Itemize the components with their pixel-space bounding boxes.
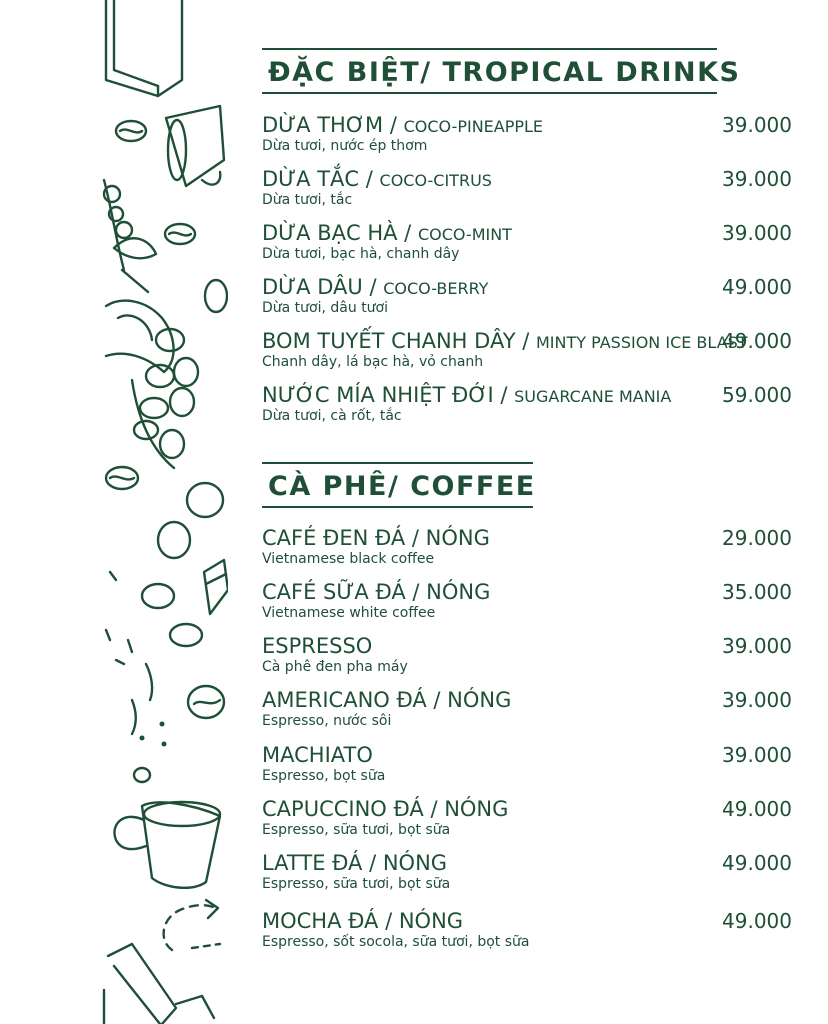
item-name-vietnamese: MOCHA ĐÁ / NÓNG [262, 909, 464, 933]
item-description: Vietnamese white coffee [262, 605, 436, 621]
item-name [262, 851, 447, 875]
item-name: DỪA DÂU / COCO-BERRY [262, 275, 489, 299]
item-price: 59.000 [722, 383, 792, 407]
item-price: 49.000 [722, 329, 792, 353]
item-name-vietnamese: CAPUCCINO ĐÁ / NÓNG [262, 797, 509, 821]
mug-icon [114, 802, 220, 888]
coffee-cup-icon [166, 106, 224, 186]
item-name-english: MINTY PASSION ICE BLAST [535, 333, 748, 352]
item-name: BOM TUYẾT CHANH DÂY / MINTY PASSION ICE BLAST [262, 329, 748, 353]
item-description: Dừa tươi, bạc hà, chanh dây [262, 246, 460, 262]
item-price: 39.000 [722, 634, 792, 658]
item-name-vietnamese: NƯỚC MÍA NHIỆT ĐỚI [262, 383, 494, 407]
item-description: Dừa tươi, dâu tươi [262, 300, 389, 316]
menu-item [262, 909, 792, 955]
menu-item [262, 634, 792, 680]
item-price: 39.000 [722, 688, 792, 712]
item-name: DỪA BẠC HÀ / COCO-MINT [262, 221, 512, 245]
item-description: Dừa tươi, cà rốt, tắc [262, 408, 402, 424]
menu-item [262, 383, 792, 429]
item-price: 49.000 [722, 275, 792, 299]
grinder-icon [104, 944, 214, 1024]
item-name-vietnamese: CAFÉ SỮA ĐÁ / NÓNG [262, 580, 491, 604]
leaf-icon [104, 180, 156, 292]
item-name-english: COCO-MINT [417, 225, 512, 244]
section-title-coffee: CÀ PHÊ/ COFFEE [262, 462, 533, 508]
item-name-vietnamese: MACHIATO [262, 743, 373, 767]
item-description: Espresso, sốt socola, sữa tươi, bọt sữa [262, 934, 530, 950]
item-description: Chanh dây, lá bạc hà, vỏ chanh [262, 354, 484, 370]
menu-item [262, 329, 792, 375]
item-description: Espresso, sữa tươi, bọt sữa [262, 876, 451, 892]
coffee-bean-icon [106, 572, 167, 747]
item-name [262, 909, 463, 933]
coffee-bag-icon [204, 560, 228, 614]
item-price: 39.000 [722, 221, 792, 245]
left-margin [0, 0, 102, 1024]
menu-item [262, 580, 792, 626]
item-name [262, 688, 511, 712]
item-price: 35.000 [722, 580, 792, 604]
item-description: Espresso, bọt sữa [262, 768, 386, 784]
item-description: Dừa tươi, tắc [262, 192, 353, 208]
item-price: 39.000 [722, 743, 792, 767]
item-name: DỪA THƠM / COCO-PINEAPPLE [262, 113, 544, 137]
item-price: 39.000 [722, 113, 792, 137]
item-name-vietnamese: DỪA DÂU [262, 275, 363, 299]
item-name-vietnamese: DỪA THƠM [262, 113, 384, 137]
item-price: 49.000 [722, 909, 792, 933]
item-name [262, 526, 490, 550]
item-name-english: COCO-CITRUS [379, 171, 492, 190]
section-title-tropical-drinks: ĐẶC BIỆT/ TROPICAL DRINKS [262, 48, 717, 94]
menu-item [262, 221, 792, 267]
item-description: Vietnamese black coffee [262, 551, 435, 567]
item-name-vietnamese: AMERICANO ĐÁ / NÓNG [262, 688, 512, 712]
menu-item [262, 743, 792, 789]
item-name-english: SUGARCANE MANIA [514, 387, 672, 406]
menu-item [262, 167, 792, 213]
item-name-vietnamese: DỪA TẮC [262, 167, 360, 191]
item-description: Espresso, sữa tươi, bọt sữa [262, 822, 451, 838]
item-description: Dừa tươi, nước ép thơm [262, 138, 428, 154]
item-price: 29.000 [722, 526, 792, 550]
item-name-vietnamese: ESPRESSO [262, 634, 373, 658]
menu-item [262, 113, 792, 159]
item-name [262, 743, 373, 767]
coffee-doodle-border [102, 0, 228, 1024]
item-name-english: COCO-PINEAPPLE [403, 117, 544, 136]
menu-item [262, 851, 792, 897]
item-price: 49.000 [722, 851, 792, 875]
item-name-vietnamese: BOM TUYẾT CHANH DÂY [262, 329, 516, 353]
item-name-vietnamese: LATTE ĐÁ / NÓNG [262, 851, 448, 875]
item-name: NƯỚC MÍA NHIỆT ĐỚI / SUGARCANE MANIA [262, 383, 672, 407]
item-name [262, 580, 490, 604]
item-price: 39.000 [722, 167, 792, 191]
coffee-bag-icon [106, 301, 198, 468]
item-name-english: COCO-BERRY [383, 279, 489, 298]
item-name: DỪA TẮC / COCO-CITRUS [262, 167, 492, 191]
menu-item [262, 797, 792, 843]
arrow-icon [164, 900, 220, 950]
book-icon [106, 0, 182, 96]
item-price: 49.000 [722, 797, 792, 821]
item-description: Espresso, nước sôi [262, 713, 392, 729]
menu-item [262, 688, 792, 734]
item-name-vietnamese: DỪA BẠC HÀ [262, 221, 398, 245]
item-description: Cà phê đen pha máy [262, 659, 408, 675]
menu-item [262, 275, 792, 321]
item-name-vietnamese: CAFÉ ĐEN ĐÁ / NÓNG [262, 526, 490, 550]
coffee-bean-icon [106, 121, 227, 782]
menu-item [262, 526, 792, 572]
item-name [262, 634, 372, 658]
item-name [262, 797, 508, 821]
